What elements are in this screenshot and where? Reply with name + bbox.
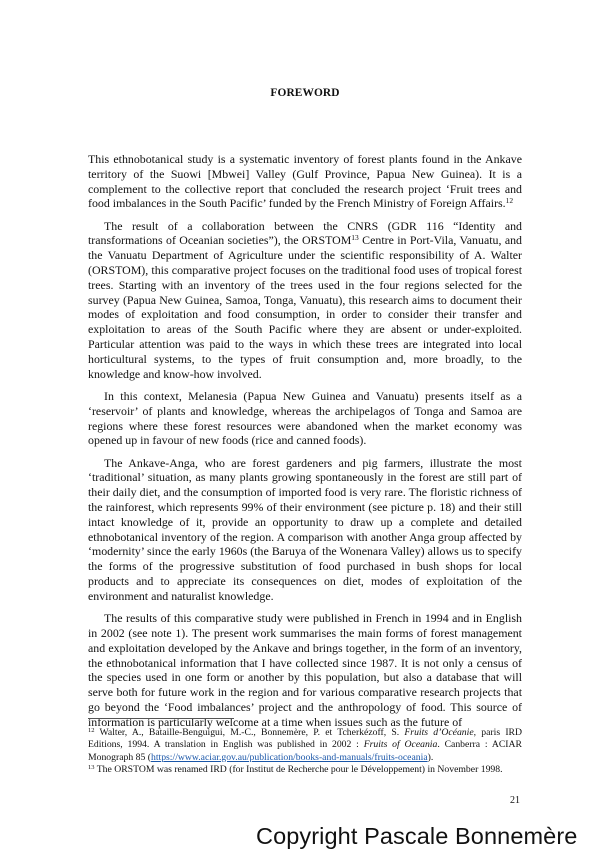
paragraph-3: In this context, Melanesia (Papua New Guinea and Vanuatu) presents itself as a ‘reservoir’ of plants and knowledge, whereas the archipelagos of Tonga and Samoa are regions where these forest resources were abandoned when the market economy was opened up in favour of new foods (rice and canned foods). [88,388,522,448]
footnote-ref-13[interactable]: 13 [351,233,359,243]
footnote-divider [88,718,234,719]
page-title: FOREWORD [270,87,340,99]
paragraph-2: The result of a collaboration between the CNRS (GDR 116 “Identity and transformations of Oceanian societies”), the ORSTOM$^{13}$ Centre in Port-Vila, Vanuatu, and the Vanuatu Department of Agriculture under the scientific responsibility of A. Walter (ORSTOM), this comparative project focuses on the traditional food uses of tropical forest trees. Starting with an inventory of the trees used in the four regions selected for the survey (Papua New Guinea, Samoa, Tonga, Vanuatu), this research aims to document their modes of exploitation and food consumption, in order to consider their transfer and exploitation to areas of the South Pacific where they are absent or under-exploited. Particular attention was paid to the ways in which these trees are integrated into local horticultural systems, to the types of fruit consumption and, more broadly, to the knowledge and know-how involved. [88,218,522,381]
paragraph-1: This ethnobotanical study is a systematic inventory of forest plants found in the Ankave territory of the Suowi [Mbwei] Valley (Gulf Province, Papua New Guinea). It is a complement to the collective report that concluded the research project ‘Fruit trees and food imbalances in the South Pacific’ funded by the French Ministry of Foreign Affairs.$^{12}$ [88,152,522,211]
paragraph-4: The Ankave-Anga, who are forest gardeners and pig farmers, illustrate the most ‘traditional’ situation, as many plants growing spontaneously in the forest are still part of their daily diet, and the consumption of imported food is very rare. The floristic richness of the rainforest, which represents 99% of their environment (see picture p. 18) and their still intact knowledge of it, provide an opportunity to draw up a complete and detailed ethnobotanical inventory of the region. A comparison with another Anga group affected by ‘modernity’ since the early 1960s (the Baruya of the Wonenara Valley) allows us to specify the forms of the progressive substitution of food purchased in bush shops for local products and to appreciate its consequences on diet, modes of exploitation of the environment and naturalist knowledge. [88,455,522,603]
page-number: 21 [510,795,520,806]
paragraph-5: The results of this comparative study were published in French in 1994 and in English in 2002 (see note 1). The present work summarises the main forms of forest management and exploitation developed by the Ankave and brings together, in the form of an inventory, the ethnobotanical information that I have collected since 1987. It is not only a census of the species used in one form or another by this population, but also a database that will serve both for future work in the region and for various comparative research projects that go beyond the ‘Food imbalances’ project and the anthropology of food. This source of information is particularly welcome at a time when issues such as the future of [88,611,522,729]
footnote-12: $^{12}$ Walter, A., Bataille-Benguigui, M.-C., Bonnemère, P. et Tcherkézoff, S. Fruits d’Océanie, paris IRD Editions, 1994. A translation in English was published in 2002 : Fruits of Oceania. Canberra : ACIAR Monograph 85 (https://www.aciar.gov.au/publication/books-and-manuals/fruits-oceania). [88,727,523,763]
aciar-link[interactable]: https://www.aciar.gov.au/publication/books-and-manuals/fruits-oceania [150,751,428,763]
copyright-watermark: Copyright Pascale Bonnemère [256,823,578,849]
body-text [88,152,522,737]
footnotes [88,727,522,776]
footnote-13: $^{13}$ The ORSTOM was renamed IRD (for Institut de Recherche pour le Développement) in November 1998. [88,763,503,775]
footnote-ref-12[interactable]: 12 [505,196,514,206]
